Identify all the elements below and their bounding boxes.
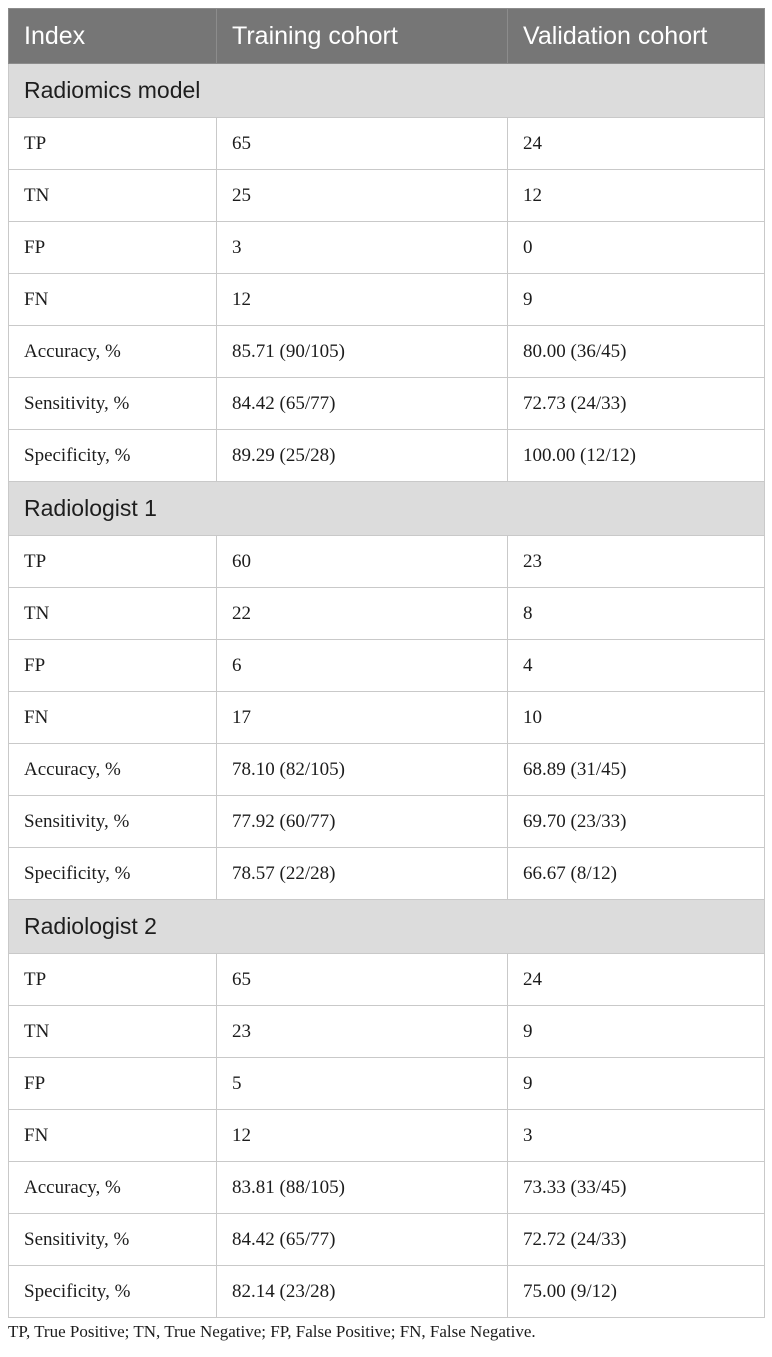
validation-value-cell: 23 (508, 536, 765, 588)
training-value-cell: 23 (217, 1006, 508, 1058)
validation-value-cell: 100.00 (12/12) (508, 430, 765, 482)
table-row (9, 170, 765, 222)
training-value-cell: 85.71 (90/105) (217, 326, 508, 378)
training-value-cell: 65 (217, 954, 508, 1006)
table-row (9, 1006, 765, 1058)
table-row (9, 588, 765, 640)
validation-value-cell: 10 (508, 692, 765, 744)
table-row (9, 536, 765, 588)
table-row (9, 274, 765, 326)
section-title: Radiologist 1 (9, 482, 765, 536)
validation-value-cell: 9 (508, 274, 765, 326)
table-row (9, 848, 765, 900)
training-value-cell: 12 (217, 274, 508, 326)
section-title: Radiomics model (9, 64, 765, 118)
validation-value-cell: 68.89 (31/45) (508, 744, 765, 796)
validation-value-cell: 72.72 (24/33) (508, 1214, 765, 1266)
table-row (9, 796, 765, 848)
metric-cell: Sensitivity, % (9, 796, 217, 848)
validation-value-cell: 80.00 (36/45) (508, 326, 765, 378)
metric-cell: FP (9, 1058, 217, 1110)
table-row (9, 326, 765, 378)
table-row (9, 222, 765, 274)
header-training-cohort: Training cohort (217, 9, 508, 64)
section-row (9, 64, 765, 118)
table-row (9, 1058, 765, 1110)
training-value-cell: 78.57 (22/28) (217, 848, 508, 900)
metric-cell: Accuracy, % (9, 326, 217, 378)
table-row (9, 430, 765, 482)
table-row (9, 378, 765, 430)
results-table (8, 8, 765, 1318)
table-row (9, 1266, 765, 1318)
training-value-cell: 77.92 (60/77) (217, 796, 508, 848)
table-row (9, 1162, 765, 1214)
training-value-cell: 3 (217, 222, 508, 274)
training-value-cell: 5 (217, 1058, 508, 1110)
table-row (9, 640, 765, 692)
metric-cell: Accuracy, % (9, 1162, 217, 1214)
section-title: Radiologist 2 (9, 900, 765, 954)
metric-cell: FP (9, 640, 217, 692)
metric-cell: TP (9, 536, 217, 588)
training-value-cell: 22 (217, 588, 508, 640)
table-header (9, 9, 765, 64)
table-row (9, 1214, 765, 1266)
training-value-cell: 89.29 (25/28) (217, 430, 508, 482)
table-row (9, 118, 765, 170)
validation-value-cell: 73.33 (33/45) (508, 1162, 765, 1214)
training-value-cell: 6 (217, 640, 508, 692)
metric-cell: TN (9, 1006, 217, 1058)
table-footnote: TP, True Positive; TN, True Negative; FP, False Positive; FN, False Negative. (8, 1322, 536, 1341)
validation-value-cell: 12 (508, 170, 765, 222)
validation-value-cell: 0 (508, 222, 765, 274)
table-row (9, 1110, 765, 1162)
validation-value-cell: 72.73 (24/33) (508, 378, 765, 430)
training-value-cell: 25 (217, 170, 508, 222)
header-row (9, 9, 765, 64)
metric-cell: Sensitivity, % (9, 378, 217, 430)
validation-value-cell: 66.67 (8/12) (508, 848, 765, 900)
table-body (9, 64, 765, 1318)
metric-cell: FN (9, 274, 217, 326)
metric-cell: FN (9, 692, 217, 744)
training-value-cell: 17 (217, 692, 508, 744)
training-value-cell: 82.14 (23/28) (217, 1266, 508, 1318)
training-value-cell: 12 (217, 1110, 508, 1162)
table-row (9, 744, 765, 796)
metric-cell: Sensitivity, % (9, 1214, 217, 1266)
header-index: Index (9, 9, 217, 64)
metric-cell: Specificity, % (9, 430, 217, 482)
validation-value-cell: 4 (508, 640, 765, 692)
section-row (9, 900, 765, 954)
metric-cell: TP (9, 118, 217, 170)
metric-cell: TN (9, 170, 217, 222)
metric-cell: FP (9, 222, 217, 274)
validation-value-cell: 75.00 (9/12) (508, 1266, 765, 1318)
training-value-cell: 84.42 (65/77) (217, 378, 508, 430)
training-value-cell: 60 (217, 536, 508, 588)
validation-value-cell: 24 (508, 954, 765, 1006)
table-row (9, 692, 765, 744)
metric-cell: TP (9, 954, 217, 1006)
table-row (9, 954, 765, 1006)
metric-cell: Specificity, % (9, 848, 217, 900)
training-value-cell: 84.42 (65/77) (217, 1214, 508, 1266)
training-value-cell: 83.81 (88/105) (217, 1162, 508, 1214)
metric-cell: Specificity, % (9, 1266, 217, 1318)
validation-value-cell: 8 (508, 588, 765, 640)
section-row (9, 482, 765, 536)
validation-value-cell: 9 (508, 1058, 765, 1110)
metric-cell: FN (9, 1110, 217, 1162)
validation-value-cell: 69.70 (23/33) (508, 796, 765, 848)
header-validation-cohort: Validation cohort (508, 9, 765, 64)
metric-cell: TN (9, 588, 217, 640)
training-value-cell: 65 (217, 118, 508, 170)
validation-value-cell: 24 (508, 118, 765, 170)
validation-value-cell: 9 (508, 1006, 765, 1058)
metric-cell: Accuracy, % (9, 744, 217, 796)
training-value-cell: 78.10 (82/105) (217, 744, 508, 796)
validation-value-cell: 3 (508, 1110, 765, 1162)
